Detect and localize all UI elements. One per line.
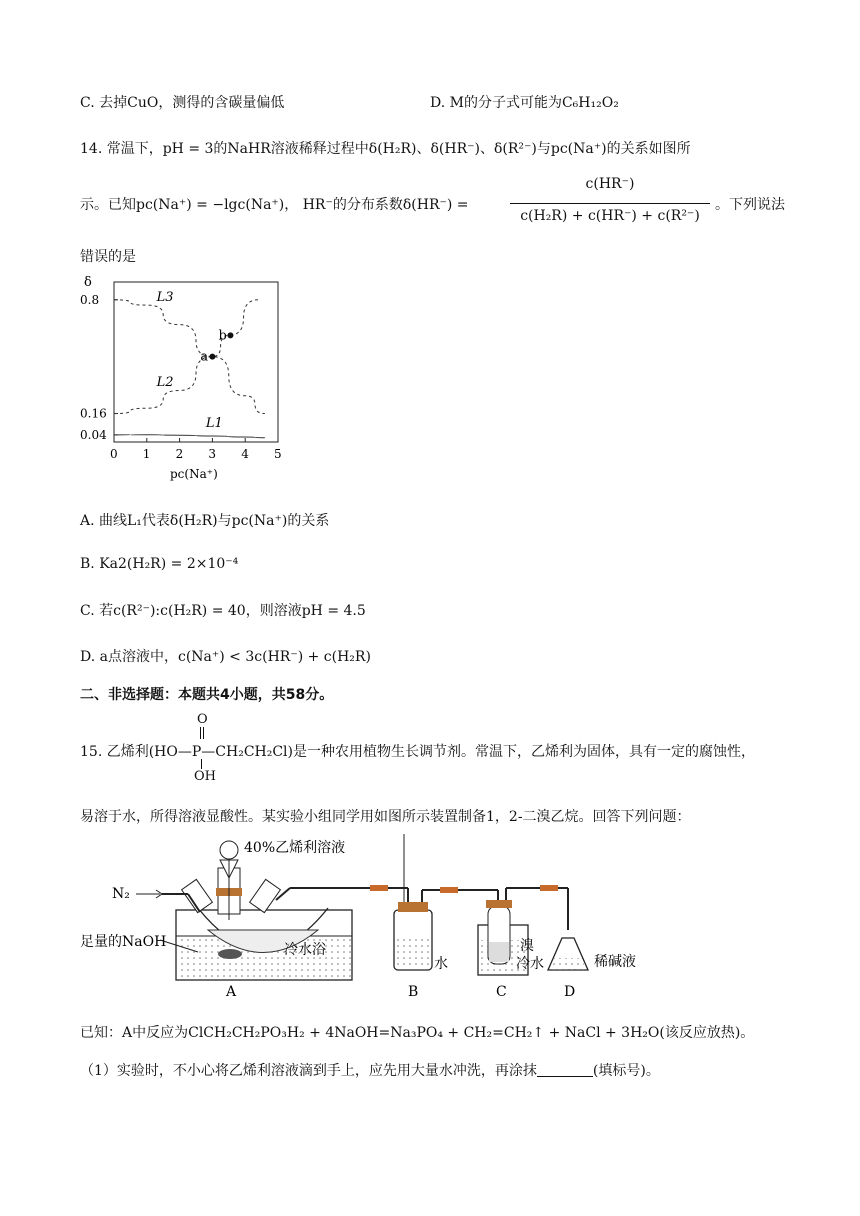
q15-stem-line1-post: 是一种农用植物生长调节剂。常温下，乙烯利为固体，具有一定的腐蚀性， bbox=[293, 744, 756, 760]
option-d-q13: D. M的分子式可能为C₆H₁₂O₂ bbox=[430, 95, 619, 111]
dilute-base-liquid bbox=[552, 958, 584, 970]
water-b bbox=[395, 938, 431, 969]
x-axis-label: pc(Na⁺) bbox=[170, 467, 218, 481]
struct-single-bond bbox=[201, 759, 202, 769]
n2-label: N₂ bbox=[112, 886, 130, 902]
connector-cd bbox=[540, 885, 558, 891]
x-tick-label: 2 bbox=[175, 447, 184, 461]
q14-stem-line2-b: 。下列说法 bbox=[715, 197, 785, 213]
q14-option-c: C. 若c(R²⁻):c(H₂R) = 40，则溶液pH = 4.5 bbox=[80, 603, 366, 619]
label-d: D bbox=[564, 984, 576, 1000]
dilute-base-label: 稀碱液 bbox=[594, 954, 636, 970]
q15-known: 已知：A中反应为ClCH₂CH₂PO₃H₂ + 4NaOH=Na₃PO₄ + CH₂=CH₂↑ + NaCl + 3H₂O(该反应放热)。 bbox=[80, 1025, 755, 1041]
cold-water-label: 冷水 bbox=[516, 956, 544, 972]
struct-double-bond-2 bbox=[203, 727, 204, 739]
fraction-bar bbox=[510, 203, 710, 204]
point-a bbox=[209, 354, 215, 360]
connector-bc bbox=[440, 887, 458, 893]
x-tick-label: 1 bbox=[142, 447, 151, 461]
series-l3 bbox=[114, 300, 265, 414]
x-tick-label: 5 bbox=[274, 447, 282, 461]
point-b bbox=[227, 332, 233, 338]
point-label-b: b bbox=[218, 328, 227, 344]
option-c-q13: C. 去掉CuO，测得的含碳量偏低 bbox=[80, 95, 285, 111]
y-axis-label: δ bbox=[84, 275, 92, 290]
q15-sub1-pre: （1）实验时，不小心将乙烯利溶液滴到手上，应先用大量水冲洗，再涂抹 bbox=[80, 1063, 537, 1079]
q15-stem-line1-pre: 15. 乙烯利(HO—P—CH₂CH₂Cl) bbox=[80, 744, 294, 760]
struct-hydroxyl: OH bbox=[194, 769, 216, 784]
reagent-label: 40%乙烯利溶液 bbox=[244, 840, 346, 856]
label-b: B bbox=[408, 984, 419, 1000]
q15-sub1 bbox=[80, 1060, 660, 1080]
struct-oxygen: O bbox=[197, 712, 208, 727]
q14-option-d: D. a点溶液中，c(Na⁺) < 3c(HR⁻) + c(H₂R) bbox=[80, 649, 371, 665]
point-label-a: a bbox=[200, 349, 209, 365]
apparatus-diagram bbox=[78, 830, 678, 1008]
q14-stem-line3: 错误的是 bbox=[80, 249, 136, 265]
x-tick-label: 0 bbox=[110, 447, 118, 461]
plot-frame bbox=[114, 282, 278, 442]
struct-double-bond bbox=[200, 727, 201, 739]
q15-sub1-post: (填标号)。 bbox=[592, 1063, 660, 1079]
y-tick-label: 0.16 bbox=[80, 406, 107, 421]
connector-ab bbox=[370, 885, 388, 891]
right-neck bbox=[250, 879, 281, 912]
q14-stem-line2 bbox=[80, 194, 469, 214]
water-label: 水 bbox=[434, 956, 448, 972]
series-label-l3: L3 bbox=[156, 289, 174, 305]
y-tick-label: 0.8 bbox=[80, 292, 100, 307]
q14-stem-line1: 14. 常温下，pH = 3的NaHR溶液稀释过程中δ(H₂R)、δ(HR⁻)、δ(R²⁻)与pc(Na⁺)的关系如图所 bbox=[80, 141, 691, 157]
answer-blank[interactable] bbox=[537, 1064, 593, 1077]
fraction-denominator: c(H₂R) + c(HR⁻) + c(R²⁻) bbox=[520, 208, 700, 224]
fraction-numerator: c(HR⁻) bbox=[585, 176, 635, 192]
q14-option-b: B. Ka2(H₂R) = 2×10⁻⁴ bbox=[80, 556, 239, 572]
cold-bath-label: 冷水浴 bbox=[284, 942, 326, 958]
series-label-l2: L2 bbox=[156, 375, 174, 391]
stirrer bbox=[218, 949, 242, 959]
series-label-l1: L1 bbox=[205, 415, 223, 431]
stopper-b bbox=[398, 902, 428, 912]
bromine-label: 溴 bbox=[520, 938, 534, 954]
series-l2 bbox=[114, 300, 258, 414]
series-l1 bbox=[114, 435, 265, 438]
label-a: A bbox=[226, 984, 237, 1000]
label-c: C bbox=[496, 984, 507, 1000]
x-tick-label: 4 bbox=[241, 447, 249, 461]
q15-stem-line2: 易溶于水，所得溶液显酸性。某实验小组同学用如图所示装置制备1，2-二溴乙烷。回答下列问题： bbox=[80, 809, 691, 825]
funnel-bulb bbox=[220, 841, 238, 859]
naoh-label: 足量的NaOH bbox=[80, 934, 167, 950]
q14-stem-line2-a: 示。已知pc(Na⁺) = −lgc(Na⁺)， HR⁻的分布系数δ(HR⁻) = bbox=[80, 197, 469, 213]
q14-option-a: A. 曲线L₁代表δ(H₂R)与pc(Na⁺)的关系 bbox=[80, 513, 330, 529]
bromine-liquid bbox=[489, 942, 509, 962]
x-tick-label: 3 bbox=[208, 447, 217, 461]
stopper-c bbox=[486, 900, 512, 908]
distribution-chart bbox=[78, 272, 298, 494]
y-tick-label: 0.04 bbox=[80, 427, 107, 442]
q15-stem-line1 bbox=[80, 741, 755, 761]
section-heading: 二、非选择题：本题共4小题，共58分。 bbox=[80, 687, 334, 703]
